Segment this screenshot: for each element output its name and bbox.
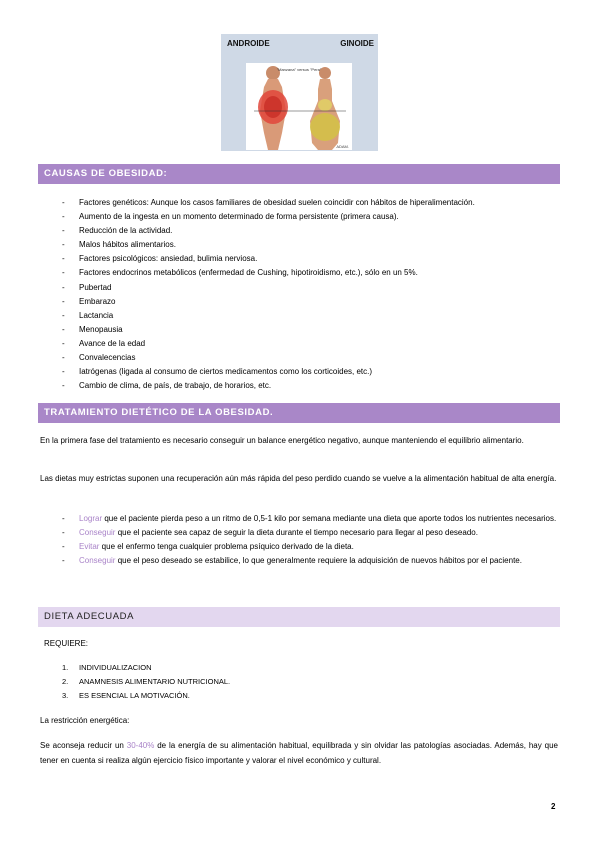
- restriccion-label: La restricción energética:: [40, 716, 130, 725]
- figure-credit: ADAM.: [336, 144, 349, 149]
- tratamiento-paragraph-2: Las dietas muy estrictas suponen una recuperación aún más rápida del peso perdido cuando se vuelve a la alimentación habitual de alta energía.: [40, 474, 557, 483]
- objetivo-verb: Conseguir: [79, 528, 116, 538]
- page-number: 2: [551, 802, 556, 811]
- causa-item: - Aumento de la ingesta en un momento determinado de forma persistente (primera causa).: [62, 210, 552, 224]
- objetivo-item: [62, 512, 558, 526]
- causa-item: - Factores genéticos: Aunque los casos familiares de obesidad suelen coincidir con hábitos de hiperalimentación.: [62, 196, 552, 210]
- tratamiento-heading: TRATAMIENTO DIETÉTICO DE LA OBESIDAD.: [38, 403, 560, 423]
- objetivo-item: [62, 554, 558, 568]
- objetivos-list: [62, 512, 558, 568]
- causas-heading: CAUSAS DE OBESIDAD:: [38, 164, 560, 184]
- causa-item: - Reducción de la actividad.: [62, 224, 552, 238]
- causa-item: - Pubertad: [62, 281, 552, 295]
- body-shape-figure: [221, 34, 378, 151]
- requiere-label: REQUIERE:: [44, 639, 89, 648]
- objetivo-text: que el peso deseado se estabilice, lo que generalmente requiere la adquisición de nuevos hábitos por el paciente.: [115, 556, 522, 566]
- causa-item: - Iatrógenas (ligada al consumo de ciertos medicamentos como los corticoides, etc.): [62, 365, 552, 379]
- requisito-item: [62, 675, 230, 689]
- causa-item: - Malos hábitos alimentarios.: [62, 238, 552, 252]
- body-shape-illustration: [246, 63, 352, 150]
- requisito-number: 3.: [62, 691, 69, 701]
- objetivo-item: [62, 526, 558, 540]
- requisito-item: [62, 689, 230, 703]
- causas-list: [62, 196, 552, 393]
- objetivo-text: que el paciente sea capaz de seguir la dieta durante el tiempo necesario para llegar al peso deseado.: [115, 528, 478, 538]
- objetivo-verb: Evitar: [79, 542, 100, 552]
- restriccion-text-post: de la energía de su alimentación habitual, equilibrada y sin olvidar las patologías asociadas. Además, hay que tener en cuenta si realiza algún ejercicio físico importante y valorar el nivel económico y cultural.: [40, 741, 558, 765]
- objetivo-item: [62, 540, 558, 554]
- objetivo-text: que el paciente pierda peso a un ritmo de 0,5-1 kilo por semana mediante una dieta que aporte todos los nutrientes necesarios.: [102, 514, 557, 523]
- requisito-item: [62, 661, 230, 675]
- dieta-heading: DIETA ADECUADA: [38, 607, 560, 627]
- causa-item: - Avance de la edad: [62, 337, 552, 351]
- causa-item: - Convalecencias: [62, 351, 552, 365]
- requisito-text: ANAMNESIS ALIMENTARIO NUTRICIONAL.: [79, 677, 231, 687]
- causa-item: - Menopausia: [62, 323, 552, 337]
- requisito-text: ES ESENCIAL LA MOTIVACIÓN.: [79, 691, 190, 701]
- restriccion-percentage: 30-40%: [126, 741, 155, 750]
- tratamiento-paragraph-1: En la primera fase del tratamiento es necesario conseguir un balance energético negativo, aunque manteniendo el equilibrio alimentario.: [40, 436, 524, 445]
- gynoid-label: GINOIDE: [340, 39, 374, 48]
- figure-caption: "Manzana" versus "Pera": [276, 67, 322, 72]
- causa-item: - Cambio de clima, de país, de trabajo, de horarios, etc.: [62, 379, 552, 393]
- causa-item: - Factores psicológicos: ansiedad, bulimia nerviosa.: [62, 252, 552, 266]
- requisito-number: 1.: [62, 663, 69, 672]
- restriccion-text-pre: Se aconseja reducir un: [40, 741, 127, 750]
- requisito-number: 2.: [62, 677, 69, 687]
- restriccion-paragraph: [40, 738, 558, 768]
- objetivo-text: que el enfermo tenga cualquier problema psíquico derivado de la dieta.: [99, 542, 354, 552]
- requiere-list: [62, 661, 230, 703]
- causa-item: - Lactancia: [62, 309, 552, 323]
- android-label: ANDROIDE: [227, 39, 270, 48]
- causa-item: - Embarazo: [62, 295, 552, 309]
- objetivo-verb: Lograr: [79, 514, 103, 523]
- requisito-text: INDIVIDUALIZACION: [79, 663, 152, 672]
- causa-item: - Factores endocrinos metabólicos (enfermedad de Cushing, hipotiroidismo, etc.), sólo en un 5%.: [62, 266, 552, 280]
- objetivo-verb: Conseguir: [79, 556, 116, 566]
